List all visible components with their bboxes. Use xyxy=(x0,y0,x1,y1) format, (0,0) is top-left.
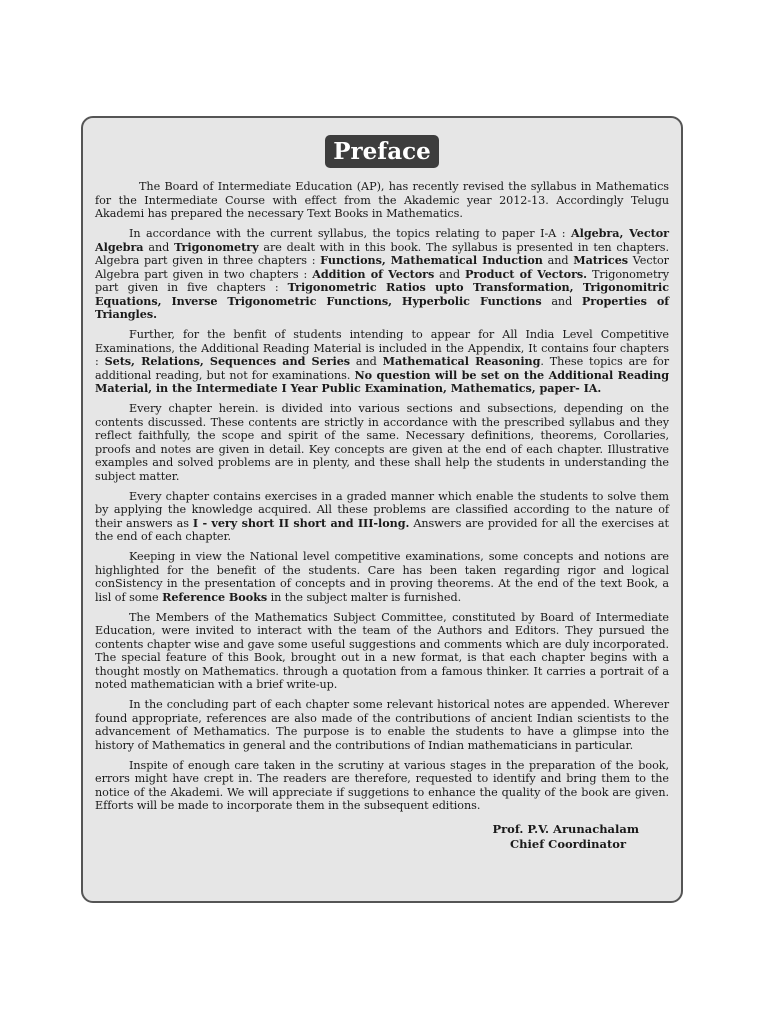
paragraph xyxy=(95,328,669,396)
text-run: Every chapter contains exercises in a graded manner which enable the students to solve them by applying the knowledge acquired. All these problems are classified according to the nature of their answers as xyxy=(95,489,669,530)
signature-role: Chief Coordinator xyxy=(510,836,626,851)
text-run: Keeping in view the National level competitive examinations, some concepts and notions are highlighted for the benefit of the students. Care has been taken regarding rigor and logical conSistency in the presentation of concepts and in proving theorems. At the end of the text Book, a lisl of some xyxy=(95,550,669,604)
signature-name: Prof. P.V. Arunachalam xyxy=(492,821,639,836)
text-run: Answers are provided for all the exercises at the end of each chapter. xyxy=(95,516,669,543)
text-run: are dealt with in this book. The syllabus is presented in ten chapters. Algebra part given in three chapters : xyxy=(95,240,669,267)
text-run: and xyxy=(143,240,175,254)
text-run: Inspite of enough care taken in the scrutiny at various stages in the preparation of the book, errors might have crept in. The readers are therefore, requested to identify and bring them to the notice of the Akademi. We will appreciate if suggetions to enhance the quality of the book are given. Efforts will be made to incorporate them in the subsequent editions. xyxy=(95,758,669,812)
text-run: Trigonometry part given in five chapters : xyxy=(95,267,670,294)
paragraph xyxy=(95,550,669,604)
signature-block xyxy=(95,822,669,852)
paragraph xyxy=(95,611,669,692)
paragraph xyxy=(95,759,669,813)
bold-text: Reference Books xyxy=(162,589,268,604)
bold-text: Trigonometric Ratios upto Transformation, Trigonomitric Equations, Inverse Trigonometric Functions, Hyperbolic Functions xyxy=(95,280,669,308)
paragraph xyxy=(95,698,669,752)
text-run: and xyxy=(434,267,466,281)
bold-text: Trigonometry xyxy=(174,239,259,254)
bold-text: Product of Vectors. xyxy=(465,266,588,281)
text-run: and xyxy=(350,355,383,368)
text-run: The Members of the Mathematics Subject Committee, constituted by Board of Intermediate Education, were invited to interact with the team of the Authors and Editors. They pursued the contents chapter wise and gave some useful suggestions and comments which are duly incorporated. The special feature of this Book, brought out in a new format, is that each chapter begins with a thought mostly on Mathematics. through a quotation from a famous thinker. It carries a portrait of a noted mathematician with a brief write-up. xyxy=(95,610,669,691)
bold-text: Algebra, Vector Algebra xyxy=(95,226,669,254)
preface-panel xyxy=(81,116,683,903)
text-run: The Board of Intermediate Education (AP), has recently revised the syllabus in Mathematics for the Intermediate Course with effect from the Akademic year 2012-13. Accordingly Telugu Akademi has prepared the necessary Text Books in Mathematics. xyxy=(95,180,669,220)
bold-text: I - very short II short and III-long. xyxy=(192,515,410,530)
paragraph xyxy=(95,402,669,483)
text-run: In accordance with the current syllabus, the topics relating to paper I-A : xyxy=(129,227,571,240)
title-wrap xyxy=(95,135,669,168)
text-run: . These topics are for additional reading, but not for examinations. xyxy=(95,355,669,382)
preface-body xyxy=(95,180,669,813)
bold-text: Matrices xyxy=(573,253,629,267)
text-run: and xyxy=(542,254,574,267)
text-run: and xyxy=(541,294,582,308)
text-run: Every chapter herein. is divided into various sections and subsections, depending on the contents discussed. These contents are strictly in accordance with the prescribed syllabus and they reflect faithfully, the scope and spirit of the same. Necessary definitions, theorems, Corollaries, proofs and notes are given in detail. Key concepts are given at the end of each chapter. Illustrative examples and solved problems are in plenty, and these shall help the students in understanding the subject matter. xyxy=(95,402,669,483)
text-run: In the concluding part of each chapter some relevant historical notes are appended. Wherever found appropriate, references are also made of the contributions of ancient Indian scientists to the advancement of Methamatics. The purpose is to enable the students to have a glimpse into the history of Mathematics in general and the contributions of Indian mathematicians in particular. xyxy=(95,698,669,752)
bold-text: Sets, Relations, Sequences and Series xyxy=(104,354,351,368)
paragraph xyxy=(95,227,669,322)
text-run: Further, for the benfit of students intending to appear for All India Level Competitive Examinations, the Additional Reading Material is included in the Appendix, It contains four chapters : xyxy=(95,328,669,368)
text-run: Vector Algebra part given in two chapters : xyxy=(95,254,669,281)
bold-text: Properties of Triangles. xyxy=(95,293,669,321)
paragraph xyxy=(95,490,669,544)
text-run: in the subject malter is furnished. xyxy=(267,590,462,604)
bold-text: Addition of Vectors xyxy=(312,266,435,281)
bold-text: Functions, Mathematical Induction xyxy=(320,253,543,267)
bold-text: No question will be set on the Additional Reading Material, in the Intermediate I Year Public Examination, Mathematics, paper- IA. xyxy=(95,367,670,395)
bold-text: Mathematical Reasoning xyxy=(382,354,541,368)
page-title: Preface xyxy=(325,135,438,168)
paragraph xyxy=(95,180,669,221)
